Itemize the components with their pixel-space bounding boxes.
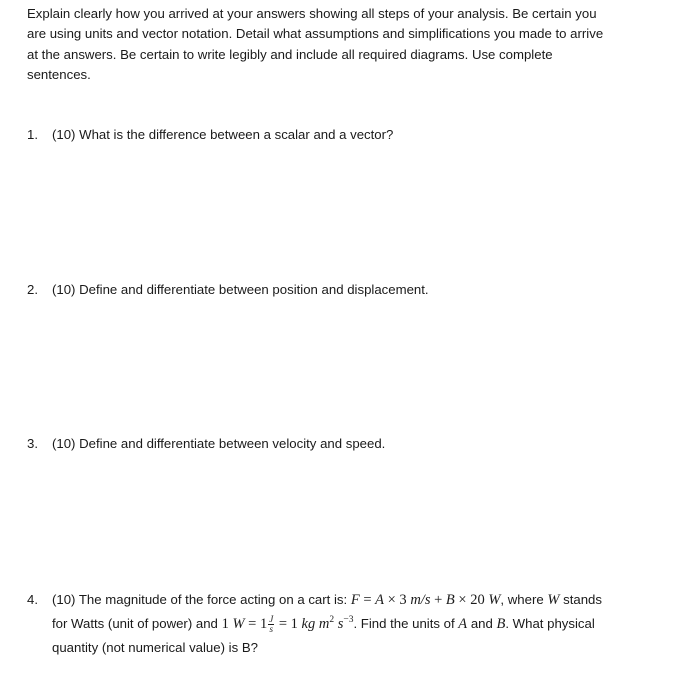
text-segment: . What physical [505,616,595,631]
text-segment: and [467,616,497,631]
text-segment: stands [559,592,602,607]
eq-sign: = [359,592,376,608]
watt-equation [221,614,354,635]
question-number: 2. [27,282,38,297]
fraction-numerator: J [269,614,274,625]
fraction-J-over-s [268,615,274,634]
eq-term: = 1 [244,616,268,632]
question-number: 1. [27,127,38,142]
exponent: 2 [329,615,335,626]
instructions-line: sentences. [27,66,91,82]
eq-term: × 20 [454,592,489,608]
unit-ms: m/s [410,592,431,608]
question-1 [27,123,667,147]
question-number: 4. [27,592,38,607]
eq-term: × 3 [384,592,411,608]
var-B: B [445,592,455,608]
unit-s: s [334,616,344,632]
force-equation [351,592,501,608]
question-2 [27,278,667,302]
fraction-denominator: s [269,624,273,635]
text-segment: (10) The magnitude of the force acting on a cart is: [52,592,351,607]
unit-kg-m: kg m [301,616,330,632]
text-segment: quantity (not numerical value) is B? [52,640,258,655]
exponent: −3 [343,615,354,626]
question-4 [27,588,667,660]
eq-term: = 1 [275,616,302,632]
instructions-line: at the answers. Be certain to write legibly and include all required diagrams. Use complete [27,46,553,62]
eq-plus: + [430,592,446,608]
question-text: (10) What is the difference between a scalar and a vector? [52,127,394,142]
question-text: (10) Define and differentiate between position and displacement. [52,282,429,297]
question-3 [27,432,667,456]
eq-term: 1 [221,616,233,632]
question-number: 3. [27,436,38,451]
text-segment: . Find the units of [353,616,459,631]
var-B: B [496,616,506,632]
instructions-line: are using units and vector notation. Detail what assumptions and simplifications you made to arrive [27,26,604,42]
question-text: (10) Define and differentiate between velocity and speed. [52,436,386,451]
var-A: A [458,616,468,632]
var-A: A [375,592,384,608]
question-text [52,588,667,660]
unit-W: W [488,592,501,608]
unit-W: W [232,616,245,632]
text-segment: , where [500,592,548,607]
text-segment: for Watts (unit of power) and [52,616,222,631]
instructions-paragraph [27,4,677,85]
instructions-line: Explain clearly how you arrived at your answers showing all steps of your analysis. Be certain you [27,6,597,21]
var-F: F [350,592,360,608]
var-W: W [547,592,560,608]
